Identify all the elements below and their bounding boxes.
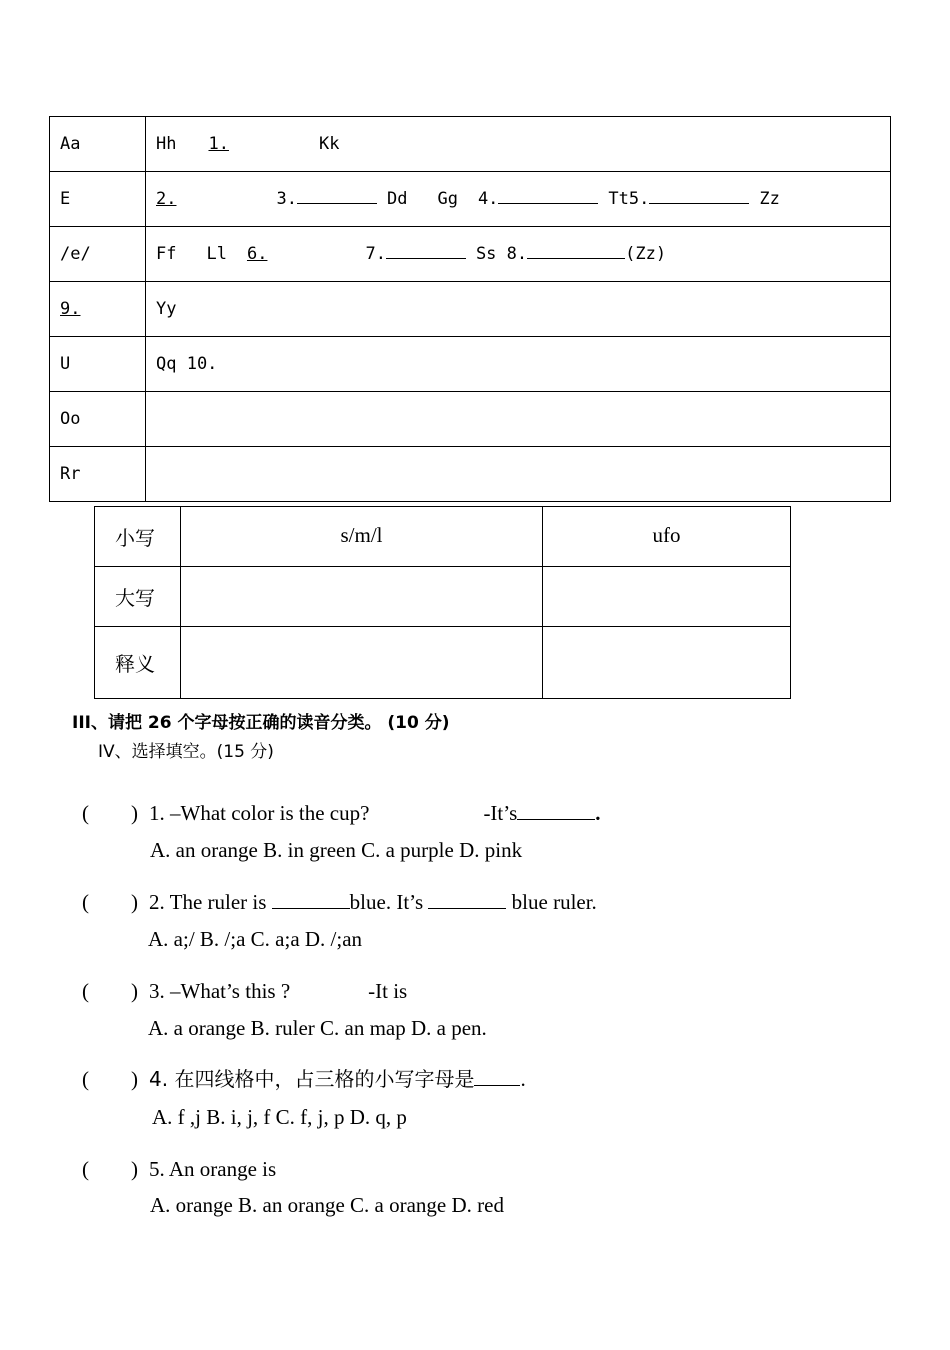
answer-blank[interactable] — [517, 805, 595, 820]
answer-blank[interactable] — [474, 1071, 520, 1086]
table-cell: Rr — [50, 447, 146, 502]
table-cell[interactable] — [146, 447, 891, 502]
blank-9[interactable]: 9. — [60, 299, 81, 319]
answer-paren[interactable]: ( ) — [82, 1067, 138, 1091]
question-1-options: A. an orange B. in green C. a purple D. pink — [150, 838, 523, 862]
question-3-options: A. a orange B. ruler C. an map D. a pen. — [148, 1016, 487, 1040]
question-5-options: A. orange B. an orange C. a orange D. red — [150, 1193, 504, 1217]
row-label-uppercase: 大写 — [95, 567, 181, 627]
row-label-meaning: 释义 — [95, 627, 181, 699]
table-row — [95, 507, 791, 567]
table-cell — [50, 282, 146, 337]
question-4: ( ) 4. 在四线格中，占三格的小写字母是 . — [82, 1063, 526, 1093]
blank-2[interactable]: 2. — [156, 189, 177, 209]
row-label-lowercase: 小写 — [95, 507, 181, 567]
table-cell: Oo — [50, 392, 146, 447]
table-row — [50, 227, 891, 282]
table-cell[interactable] — [543, 627, 791, 699]
table-row — [50, 337, 891, 392]
answer-paren[interactable]: ( ) — [82, 801, 138, 825]
table-cell[interactable] — [543, 567, 791, 627]
question-2: ( ) 2. The ruler is blue. It’s blue ruler. — [82, 886, 597, 916]
blank-8[interactable] — [527, 244, 625, 259]
table-row — [50, 447, 891, 502]
table-cell: /e/ — [50, 227, 146, 282]
answer-paren[interactable]: ( ) — [82, 890, 138, 914]
blank-4[interactable] — [498, 189, 598, 204]
table-cell: Ff Ll 6. 7. Ss 8. (Zz) — [146, 227, 891, 282]
table-cell[interactable] — [146, 392, 891, 447]
table-cell: Hh 1. Kk — [146, 117, 891, 172]
table-cell: 2. 3. Dd Gg 4. Tt5. Zz — [146, 172, 891, 227]
answer-blank[interactable] — [428, 894, 506, 909]
question-3: ( ) 3. –What’s this ? -It is — [82, 975, 407, 1005]
letter-classification-table — [49, 116, 891, 502]
question-2-options: A. a;/ B. /;a C. a;a D. /;an — [148, 927, 363, 951]
table-cell: E — [50, 172, 146, 227]
question-5: ( ) 5. An orange is — [82, 1153, 276, 1183]
table-cell: Yy — [146, 282, 891, 337]
table-row — [50, 392, 891, 447]
question-1: ( ) 1. –What color is the cup? -It’s . — [82, 797, 601, 827]
table-row — [50, 282, 891, 337]
table-row — [50, 172, 891, 227]
table-cell: U — [50, 337, 146, 392]
blank-1[interactable]: 1. — [208, 134, 229, 154]
section-3-title: III、请把 26 个字母按正确的读音分类。 (10 分) — [72, 713, 450, 733]
header-ufo: ufo — [543, 507, 791, 567]
table-row — [95, 567, 791, 627]
section-4-title: IV、选择填空。(15 分) — [98, 742, 274, 762]
answer-blank[interactable] — [272, 894, 350, 909]
table-cell: Qq 10. — [146, 337, 891, 392]
table-row — [50, 117, 891, 172]
abbreviation-table — [94, 506, 791, 699]
blank-3[interactable] — [297, 189, 377, 204]
table-cell: Aa — [50, 117, 146, 172]
answer-paren[interactable]: ( ) — [82, 1157, 138, 1181]
table-cell[interactable] — [181, 567, 543, 627]
question-4-options: A. f ,j B. i, j, f C. f, j, p D. q, p — [152, 1105, 407, 1129]
table-cell[interactable] — [181, 627, 543, 699]
blank-7[interactable] — [386, 244, 466, 259]
table-row — [95, 627, 791, 699]
blank-5[interactable] — [649, 189, 749, 204]
blank-6[interactable]: 6. — [246, 244, 268, 264]
header-sml: s/m/l — [181, 507, 543, 567]
answer-paren[interactable]: ( ) — [82, 979, 138, 1003]
